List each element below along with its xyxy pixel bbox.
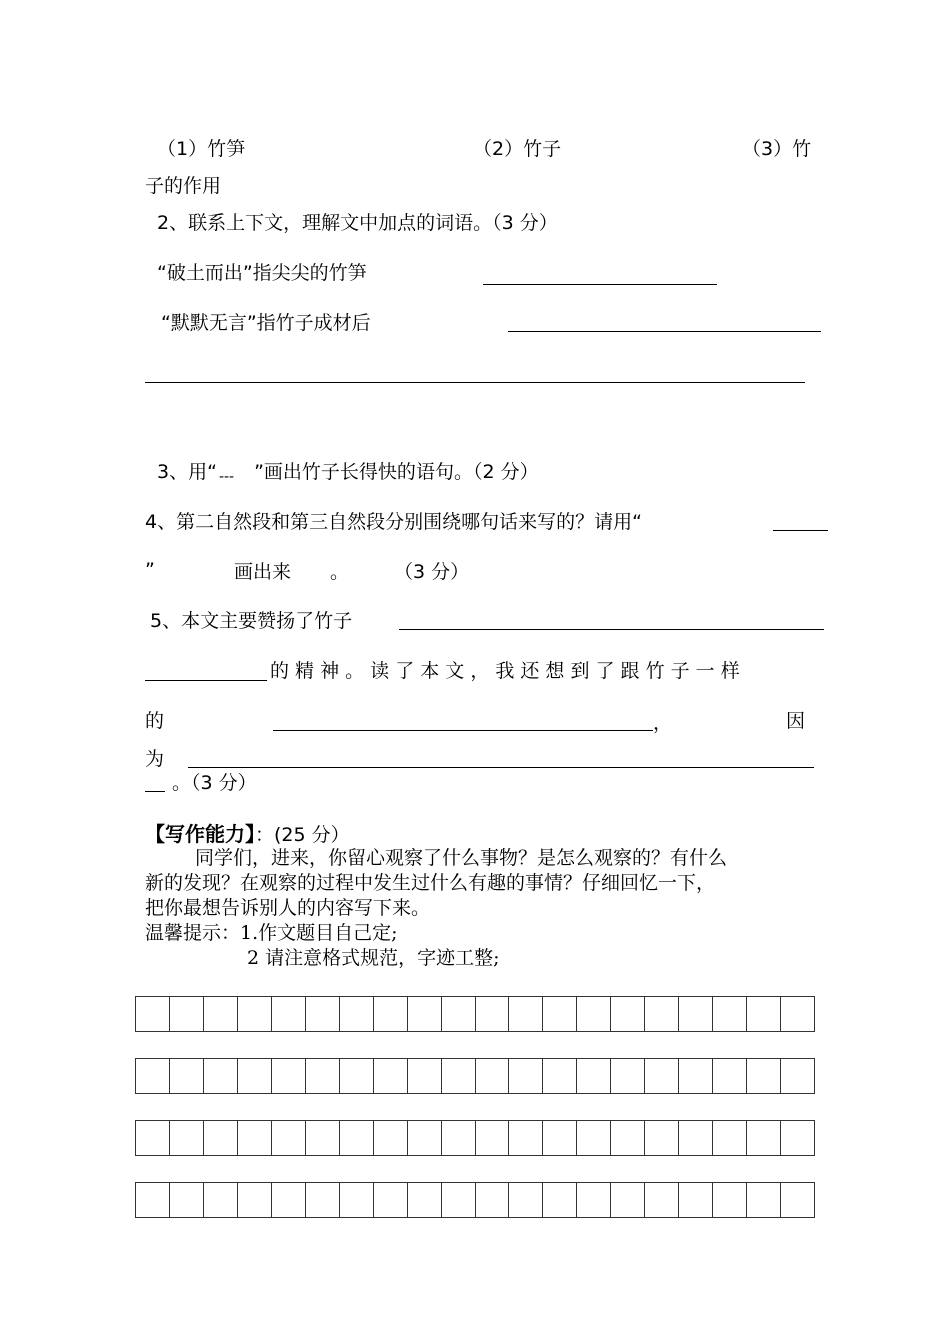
q3-dash-mark: --- bbox=[218, 469, 235, 485]
grid-cell[interactable] bbox=[476, 1059, 510, 1093]
grid-cell[interactable] bbox=[442, 997, 476, 1031]
q2-item-1: “破土而出”指尖尖的竹笋 bbox=[157, 262, 367, 284]
grid-cell[interactable] bbox=[645, 1183, 679, 1217]
grid-cell[interactable] bbox=[713, 1121, 747, 1155]
grid-cell[interactable] bbox=[272, 997, 306, 1031]
grid-cell[interactable] bbox=[747, 1059, 781, 1093]
grid-cell[interactable] bbox=[272, 1059, 306, 1093]
grid-cell[interactable] bbox=[272, 1183, 306, 1217]
grid-cell[interactable] bbox=[781, 1121, 814, 1155]
grid-cell[interactable] bbox=[306, 1121, 340, 1155]
grid-cell[interactable] bbox=[645, 1121, 679, 1155]
grid-cell[interactable] bbox=[442, 1183, 476, 1217]
grid-row bbox=[135, 1182, 815, 1218]
q5-spirit-text: 的 精 神 。 读 了 本 文 ， 我 还 想 到 了 跟 竹 子 一 样 bbox=[270, 660, 740, 682]
grid-cell[interactable] bbox=[577, 1183, 611, 1217]
grid-cell[interactable] bbox=[442, 1059, 476, 1093]
q4-action: 画出来 bbox=[234, 561, 292, 583]
grid-cell[interactable] bbox=[170, 1121, 204, 1155]
grid-cell[interactable] bbox=[476, 997, 510, 1031]
q5-yin: 因 bbox=[786, 710, 806, 732]
grid-cell[interactable] bbox=[374, 1059, 408, 1093]
grid-cell[interactable] bbox=[340, 1121, 374, 1155]
grid-cell[interactable] bbox=[713, 1183, 747, 1217]
grid-cell[interactable] bbox=[238, 1121, 272, 1155]
q4-period: 。 bbox=[330, 561, 350, 583]
q5-answer-line-5[interactable] bbox=[145, 791, 165, 792]
grid-cell[interactable] bbox=[306, 997, 340, 1031]
grid-cell[interactable] bbox=[713, 1059, 747, 1093]
q5-prefix: 5、本文主要赞扬了竹子 bbox=[150, 610, 353, 632]
grid-cell[interactable] bbox=[204, 1183, 238, 1217]
grid-cell[interactable] bbox=[679, 1121, 713, 1155]
q4-quote-close: ” bbox=[145, 559, 155, 581]
grid-cell[interactable] bbox=[679, 997, 713, 1031]
q2-title: 2、联系上下文，理解文中加点的词语。（3 分） bbox=[157, 212, 558, 234]
writing-heading-title: 【写作能力】 bbox=[145, 822, 255, 846]
q5-wei: 为 bbox=[145, 748, 165, 770]
grid-cell[interactable] bbox=[747, 1121, 781, 1155]
grid-cell[interactable] bbox=[136, 1183, 170, 1217]
grid-cell[interactable] bbox=[679, 1183, 713, 1217]
grid-cell[interactable] bbox=[136, 1121, 170, 1155]
grid-cell[interactable] bbox=[374, 1121, 408, 1155]
q3-prefix: 3、用“ bbox=[157, 461, 217, 483]
grid-cell[interactable] bbox=[611, 1059, 645, 1093]
grid-cell[interactable] bbox=[611, 1183, 645, 1217]
grid-cell[interactable] bbox=[340, 1183, 374, 1217]
grid-cell[interactable] bbox=[340, 1059, 374, 1093]
q1-option-2: （2）竹子 bbox=[473, 138, 562, 160]
grid-cell[interactable] bbox=[713, 997, 747, 1031]
grid-cell[interactable] bbox=[204, 1059, 238, 1093]
grid-cell[interactable] bbox=[238, 997, 272, 1031]
q4-score: （3 分） bbox=[394, 561, 470, 583]
writing-heading bbox=[145, 824, 350, 845]
grid-cell[interactable] bbox=[747, 1183, 781, 1217]
writing-tip-1: 温馨提示：1.作文题目自己定; bbox=[145, 922, 398, 944]
grid-cell[interactable] bbox=[476, 1183, 510, 1217]
grid-cell[interactable] bbox=[611, 997, 645, 1031]
grid-cell[interactable] bbox=[645, 997, 679, 1031]
grid-cell[interactable] bbox=[509, 1183, 543, 1217]
q1-option-3: （3）竹 bbox=[742, 138, 812, 160]
q1-option-3-continued: 子的作用 bbox=[145, 175, 222, 197]
grid-cell[interactable] bbox=[170, 1183, 204, 1217]
q5-end: 。（3 分） bbox=[172, 772, 257, 794]
grid-cell[interactable] bbox=[238, 1183, 272, 1217]
grid-cell[interactable] bbox=[645, 1059, 679, 1093]
q4-line-1: 4、第二自然段和第三自然段分别围绕哪句话来写的？请用“ bbox=[145, 511, 642, 533]
grid-cell[interactable] bbox=[781, 1183, 814, 1217]
grid-cell[interactable] bbox=[577, 1121, 611, 1155]
q2-answer-line-3[interactable] bbox=[145, 382, 805, 383]
q2-answer-line-1[interactable] bbox=[483, 284, 717, 285]
grid-row bbox=[135, 1058, 815, 1094]
grid-cell[interactable] bbox=[408, 997, 442, 1031]
grid-cell[interactable] bbox=[476, 1121, 510, 1155]
grid-cell[interactable] bbox=[611, 1121, 645, 1155]
grid-cell[interactable] bbox=[509, 997, 543, 1031]
q5-answer-line-1[interactable] bbox=[399, 629, 824, 630]
grid-cell[interactable] bbox=[442, 1121, 476, 1155]
q1-option-1: （1）竹笋 bbox=[157, 138, 246, 160]
grid-cell[interactable] bbox=[238, 1059, 272, 1093]
writing-prompt-line-3: 把你最想告诉别人的内容写下来。 bbox=[145, 897, 431, 919]
grid-cell[interactable] bbox=[509, 1059, 543, 1093]
grid-cell[interactable] bbox=[340, 997, 374, 1031]
grid-cell[interactable] bbox=[170, 1059, 204, 1093]
grid-cell[interactable] bbox=[136, 1059, 170, 1093]
grid-cell[interactable] bbox=[408, 1183, 442, 1217]
q2-item-2: “默默无言”指竹子成材后 bbox=[161, 312, 371, 334]
grid-cell[interactable] bbox=[408, 1121, 442, 1155]
writing-heading-score: ：(25 分） bbox=[255, 824, 350, 846]
grid-cell[interactable] bbox=[204, 997, 238, 1031]
q4-underline-mark bbox=[773, 530, 828, 531]
grid-cell[interactable] bbox=[509, 1121, 543, 1155]
grid-cell[interactable] bbox=[306, 1059, 340, 1093]
grid-cell[interactable] bbox=[577, 997, 611, 1031]
grid-cell[interactable] bbox=[204, 1121, 238, 1155]
q3-text bbox=[157, 463, 539, 484]
grid-cell[interactable] bbox=[543, 1059, 577, 1093]
q5-answer-line-2[interactable] bbox=[145, 680, 267, 681]
grid-cell[interactable] bbox=[543, 1121, 577, 1155]
grid-cell[interactable] bbox=[679, 1059, 713, 1093]
q3-suffix: ”画出竹子长得快的语句。（2 分） bbox=[254, 461, 539, 483]
grid-cell[interactable] bbox=[577, 1059, 611, 1093]
grid-cell[interactable] bbox=[136, 997, 170, 1031]
writing-tip-2: 2 请注意格式规范，字迹工整; bbox=[247, 947, 500, 969]
grid-row bbox=[135, 1120, 815, 1156]
grid-cell[interactable] bbox=[272, 1121, 306, 1155]
q5-comma: ， bbox=[653, 712, 673, 734]
grid-cell[interactable] bbox=[374, 1183, 408, 1217]
grid-cell[interactable] bbox=[781, 1059, 814, 1093]
grid-cell[interactable] bbox=[306, 1183, 340, 1217]
grid-cell[interactable] bbox=[543, 1183, 577, 1217]
writing-prompt-line-1: 同学们，进来，你留心观察了什么事物？是怎么观察的？有什么 bbox=[195, 847, 728, 869]
grid-cell[interactable] bbox=[747, 997, 781, 1031]
q5-answer-line-3[interactable] bbox=[273, 730, 653, 731]
q5-answer-line-4[interactable] bbox=[188, 767, 814, 768]
q5-de: 的 bbox=[145, 710, 165, 732]
grid-cell[interactable] bbox=[170, 997, 204, 1031]
grid-cell[interactable] bbox=[374, 997, 408, 1031]
writing-prompt-line-2: 新的发现？在观察的过程中发生过什么有趣的事情？仔细回忆一下， bbox=[145, 872, 716, 894]
grid-cell[interactable] bbox=[543, 997, 577, 1031]
grid-cell[interactable] bbox=[781, 997, 814, 1031]
grid-cell[interactable] bbox=[408, 1059, 442, 1093]
q2-answer-line-2[interactable] bbox=[508, 331, 821, 332]
grid-row bbox=[135, 996, 815, 1032]
